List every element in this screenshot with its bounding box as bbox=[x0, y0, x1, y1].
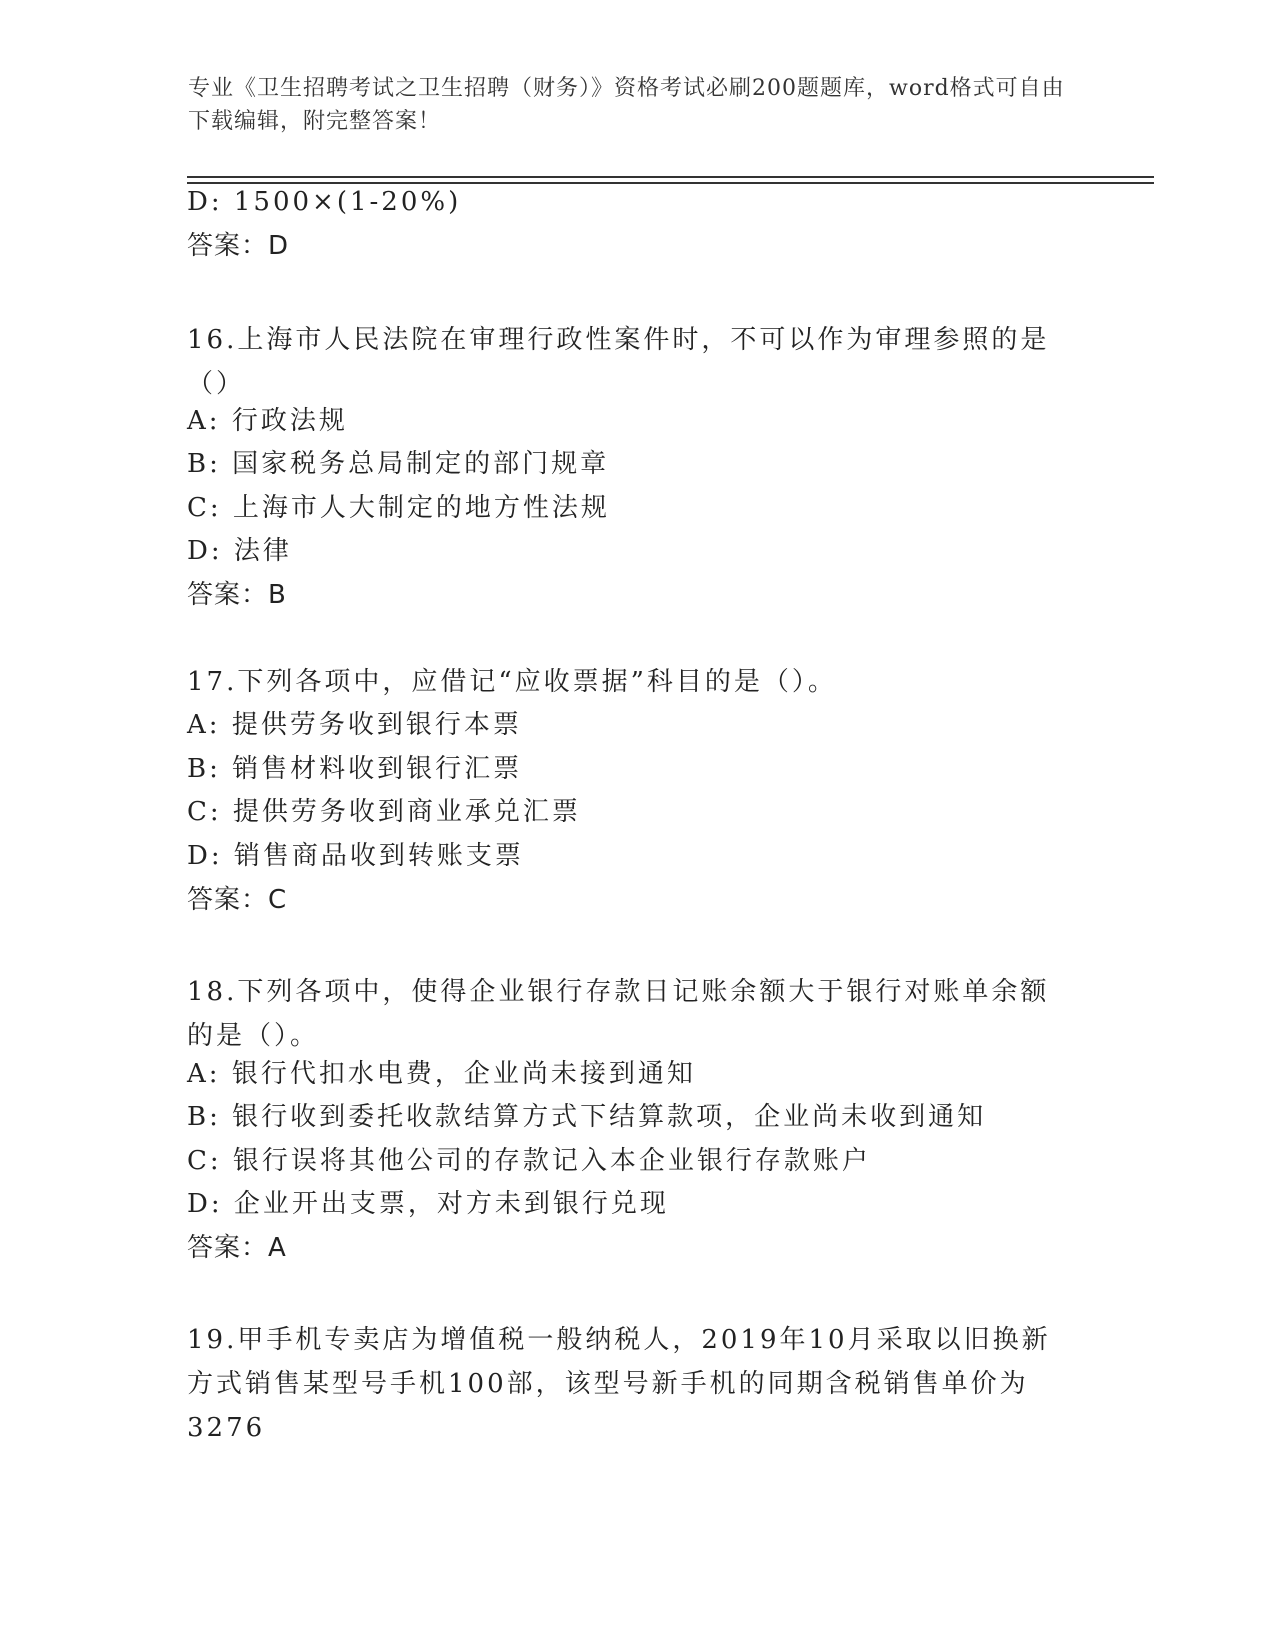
option-label: C: bbox=[187, 1146, 222, 1176]
option-line bbox=[187, 1145, 871, 1177]
option-line bbox=[187, 796, 581, 828]
option-text: 法律 bbox=[233, 536, 292, 566]
answer-line: 答案：C bbox=[187, 885, 288, 915]
answer-line: 答案：D bbox=[187, 231, 290, 261]
option-text: 1500×(1-20%) bbox=[233, 187, 462, 217]
option-label: B: bbox=[187, 754, 221, 784]
option-line bbox=[187, 448, 609, 480]
question-text: 19.甲手机专卖店为增值税一般纳税人，2019年10月采取以旧换新方式销售某型号手机100部，该型号新手机的同期含税销售单价为3276 bbox=[187, 1325, 1051, 1443]
option-label: C: bbox=[187, 797, 222, 827]
option-label: B: bbox=[187, 449, 221, 479]
option-text: 国家税务总局制定的部门规章 bbox=[232, 449, 610, 479]
answer-line: 答案：A bbox=[187, 1233, 287, 1263]
option-text: 行政法规 bbox=[231, 406, 348, 436]
option-line bbox=[187, 840, 524, 872]
option-label: D: bbox=[187, 1189, 223, 1219]
answer-line: 答案：B bbox=[187, 580, 287, 610]
option-text: 提供劳务收到商业承兑汇票 bbox=[232, 797, 581, 827]
option-text: 银行代扣水电费，企业尚未接到通知 bbox=[231, 1059, 696, 1089]
option-line bbox=[187, 186, 461, 218]
option-label: D: bbox=[187, 187, 223, 217]
option-line bbox=[187, 709, 522, 741]
option-label: C: bbox=[187, 493, 222, 523]
option-line bbox=[187, 1188, 669, 1220]
question-text: 16.上海市人民法院在审理行政性案件时，不可以作为审理参照的是（） bbox=[187, 325, 1050, 399]
option-label: D: bbox=[187, 841, 223, 871]
header-divider bbox=[187, 176, 1154, 178]
document-header: 专业《卫生招聘考试之卫生招聘（财务）》资格考试必刷200题题库，word格式可自由下载编辑，附完整答案！ bbox=[188, 76, 1065, 134]
option-line bbox=[187, 753, 522, 785]
option-line bbox=[187, 492, 610, 524]
header-divider bbox=[187, 182, 1154, 184]
option-text: 银行收到委托收款结算方式下结算款项，企业尚未收到通知 bbox=[232, 1102, 987, 1132]
option-text: 销售商品收到转账支票 bbox=[233, 841, 524, 871]
option-line bbox=[187, 405, 348, 437]
option-text: 提供劳务收到银行本票 bbox=[231, 710, 522, 740]
option-label: B: bbox=[187, 1102, 221, 1132]
option-text: 上海市人大制定的地方性法规 bbox=[232, 493, 610, 523]
option-label: A: bbox=[187, 710, 221, 740]
option-label: D: bbox=[187, 536, 223, 566]
option-text: 企业开出支票，对方未到银行兑现 bbox=[233, 1189, 669, 1219]
option-line bbox=[187, 535, 292, 567]
option-line bbox=[187, 1058, 696, 1090]
option-line bbox=[187, 1101, 986, 1133]
option-text: 销售材料收到银行汇票 bbox=[232, 754, 523, 784]
question-text: 18.下列各项中，使得企业银行存款日记账余额大于银行对账单余额的是（）。 bbox=[187, 977, 1050, 1051]
option-text: 银行误将其他公司的存款记入本企业银行存款账户 bbox=[232, 1146, 871, 1176]
option-label: A: bbox=[187, 1059, 221, 1089]
option-label: A: bbox=[187, 406, 221, 436]
question-text: 17.下列各项中，应借记“应收票据”科目的是（）。 bbox=[187, 667, 837, 697]
